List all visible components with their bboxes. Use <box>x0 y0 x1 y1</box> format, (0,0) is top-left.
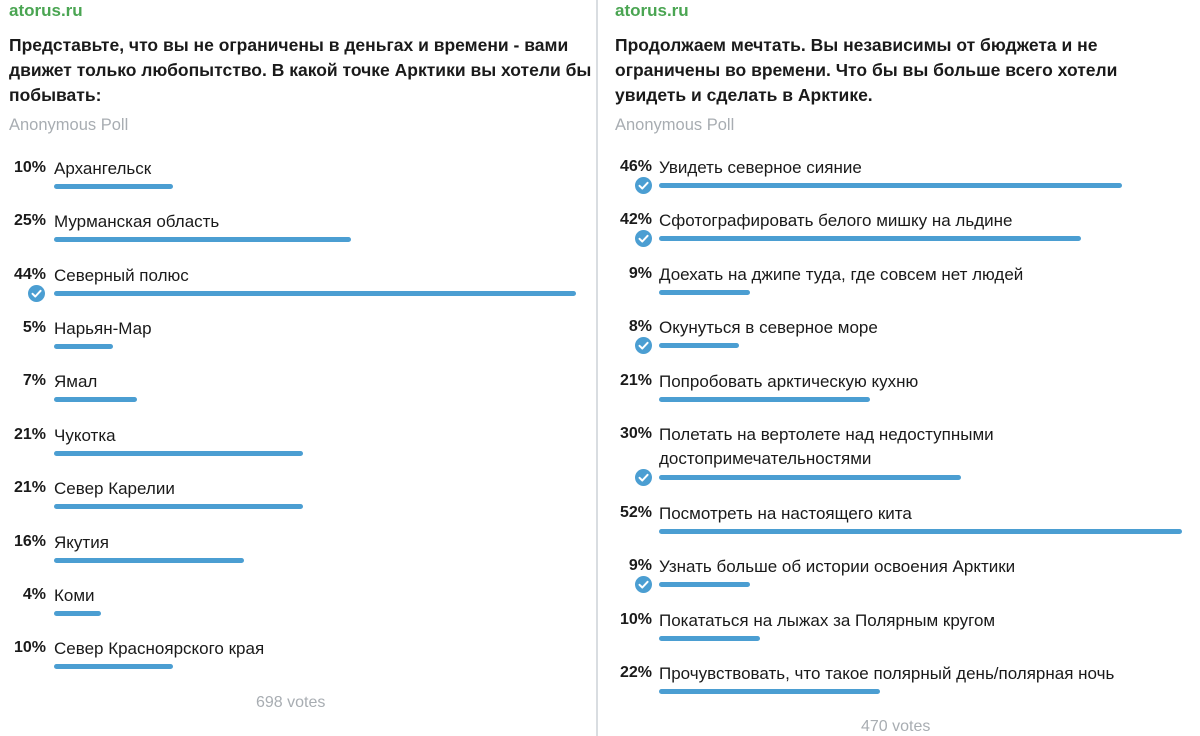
checkmark-icon <box>635 576 652 593</box>
poll-option[interactable] <box>600 609 1200 661</box>
option-result-bar <box>659 183 1122 188</box>
option-result-bar <box>659 397 870 402</box>
option-result-bar <box>659 636 760 641</box>
option-percent: 46% <box>619 158 652 175</box>
poll-option[interactable] <box>600 316 1200 368</box>
checkmark-icon <box>635 337 652 354</box>
option-percent: 4% <box>22 586 46 603</box>
option-label: Попробовать арктическую кухню <box>659 372 919 391</box>
option-label: Архангельск <box>54 159 152 178</box>
option-label: Посмотреть на настоящего кита <box>659 504 912 523</box>
poll-option[interactable] <box>600 263 1200 315</box>
option-result-bar <box>54 397 137 402</box>
option-percent: 21% <box>13 479 46 496</box>
option-label: Доехать на джипе туда, где совсем нет людей <box>659 265 1024 284</box>
channel-name[interactable]: atorus.ru <box>615 1 689 20</box>
option-percent: 30% <box>619 425 652 442</box>
poll-option[interactable] <box>600 502 1200 554</box>
vote-count: 698 votes <box>256 694 326 711</box>
option-percent: 8% <box>628 318 652 335</box>
option-percent: 10% <box>619 611 652 628</box>
option-result-bar <box>54 611 101 616</box>
option-label: Узнать больше об истории освоения Арктики <box>659 557 1016 576</box>
option-result-bar <box>54 451 303 456</box>
poll-question: Представьте, что вы не ограничены в деньгах и времени - вами движет только любопытство. В какой точке Арктики вы хотели бы побывать: <box>9 35 592 105</box>
option-label: Сфотографировать белого мишку на льдине <box>659 211 1013 230</box>
poll-option[interactable] <box>600 209 1200 261</box>
option-percent: 21% <box>619 372 652 389</box>
poll-option[interactable] <box>0 264 596 316</box>
option-result-bar <box>659 689 880 694</box>
option-result-bar <box>659 290 750 295</box>
option-label: Полетать на вертолете над недоступными достопримечательностями <box>659 425 994 468</box>
option-label: Северный полюс <box>54 266 189 285</box>
option-result-bar <box>659 343 739 348</box>
poll-option[interactable] <box>0 531 596 583</box>
option-percent: 10% <box>13 159 46 176</box>
option-percent: 5% <box>22 319 46 336</box>
right-poll <box>600 0 1200 736</box>
option-percent: 42% <box>619 211 652 228</box>
vote-count: 470 votes <box>861 718 931 735</box>
option-percent: 22% <box>619 664 652 681</box>
option-percent: 52% <box>619 504 652 521</box>
option-label: Окунуться в северное море <box>659 318 878 337</box>
option-label: Коми <box>54 586 95 605</box>
poll-option[interactable] <box>600 555 1200 607</box>
poll-option[interactable] <box>600 662 1200 714</box>
option-percent: 21% <box>13 426 46 443</box>
poll-option[interactable] <box>0 424 596 476</box>
option-percent: 16% <box>13 533 46 550</box>
option-label: Мурманская область <box>54 212 220 231</box>
option-label: Чукотка <box>54 426 116 445</box>
option-result-bar <box>659 529 1182 534</box>
poll-option[interactable] <box>0 157 596 209</box>
checkmark-icon <box>28 285 45 302</box>
option-result-bar <box>659 236 1081 241</box>
checkmark-icon <box>635 177 652 194</box>
option-percent: 10% <box>13 639 46 656</box>
poll-option[interactable] <box>0 370 596 422</box>
channel-name[interactable]: atorus.ru <box>9 1 83 20</box>
option-label: Прочувствовать, что такое полярный день/полярная ночь <box>659 664 1115 683</box>
poll-option[interactable] <box>0 317 596 369</box>
poll-option[interactable] <box>0 584 596 636</box>
poll-option[interactable] <box>600 423 1200 501</box>
option-result-bar <box>54 664 173 669</box>
option-result-bar <box>54 184 173 189</box>
panel-divider <box>596 0 598 736</box>
option-label: Увидеть северное сияние <box>659 158 862 177</box>
option-result-bar <box>659 475 961 480</box>
left-poll <box>0 0 596 736</box>
checkmark-icon <box>635 230 652 247</box>
option-label: Покататься на лыжах за Полярным кругом <box>659 611 996 630</box>
option-percent: 9% <box>628 265 652 282</box>
option-label: Север Карелии <box>54 479 175 498</box>
poll-option[interactable] <box>0 477 596 529</box>
checkmark-icon <box>635 469 652 486</box>
option-percent: 44% <box>13 266 46 283</box>
option-result-bar <box>54 558 244 563</box>
option-label: Якутия <box>54 533 109 552</box>
poll-option[interactable] <box>0 210 596 262</box>
poll-option[interactable] <box>600 156 1200 208</box>
option-result-bar <box>659 582 750 587</box>
option-label: Нарьян-Мар <box>54 319 152 338</box>
poll-type-label: Anonymous Poll <box>9 116 129 134</box>
option-result-bar <box>54 344 113 349</box>
poll-option[interactable] <box>600 370 1200 422</box>
option-label: Север Красноярского края <box>54 639 265 658</box>
poll-type-label: Anonymous Poll <box>615 116 735 134</box>
option-result-bar <box>54 237 351 242</box>
option-result-bar <box>54 504 303 509</box>
option-percent: 9% <box>628 557 652 574</box>
option-label: Ямал <box>54 372 98 391</box>
option-result-bar <box>54 291 576 296</box>
poll-option[interactable] <box>0 637 596 689</box>
option-percent: 7% <box>22 372 46 389</box>
poll-question: Продолжаем мечтать. Вы независимы от бюджета и не ограничены во времени. Что бы вы больше всего хотели увидеть и сделать в Арктике. <box>615 35 1118 105</box>
option-percent: 25% <box>13 212 46 229</box>
